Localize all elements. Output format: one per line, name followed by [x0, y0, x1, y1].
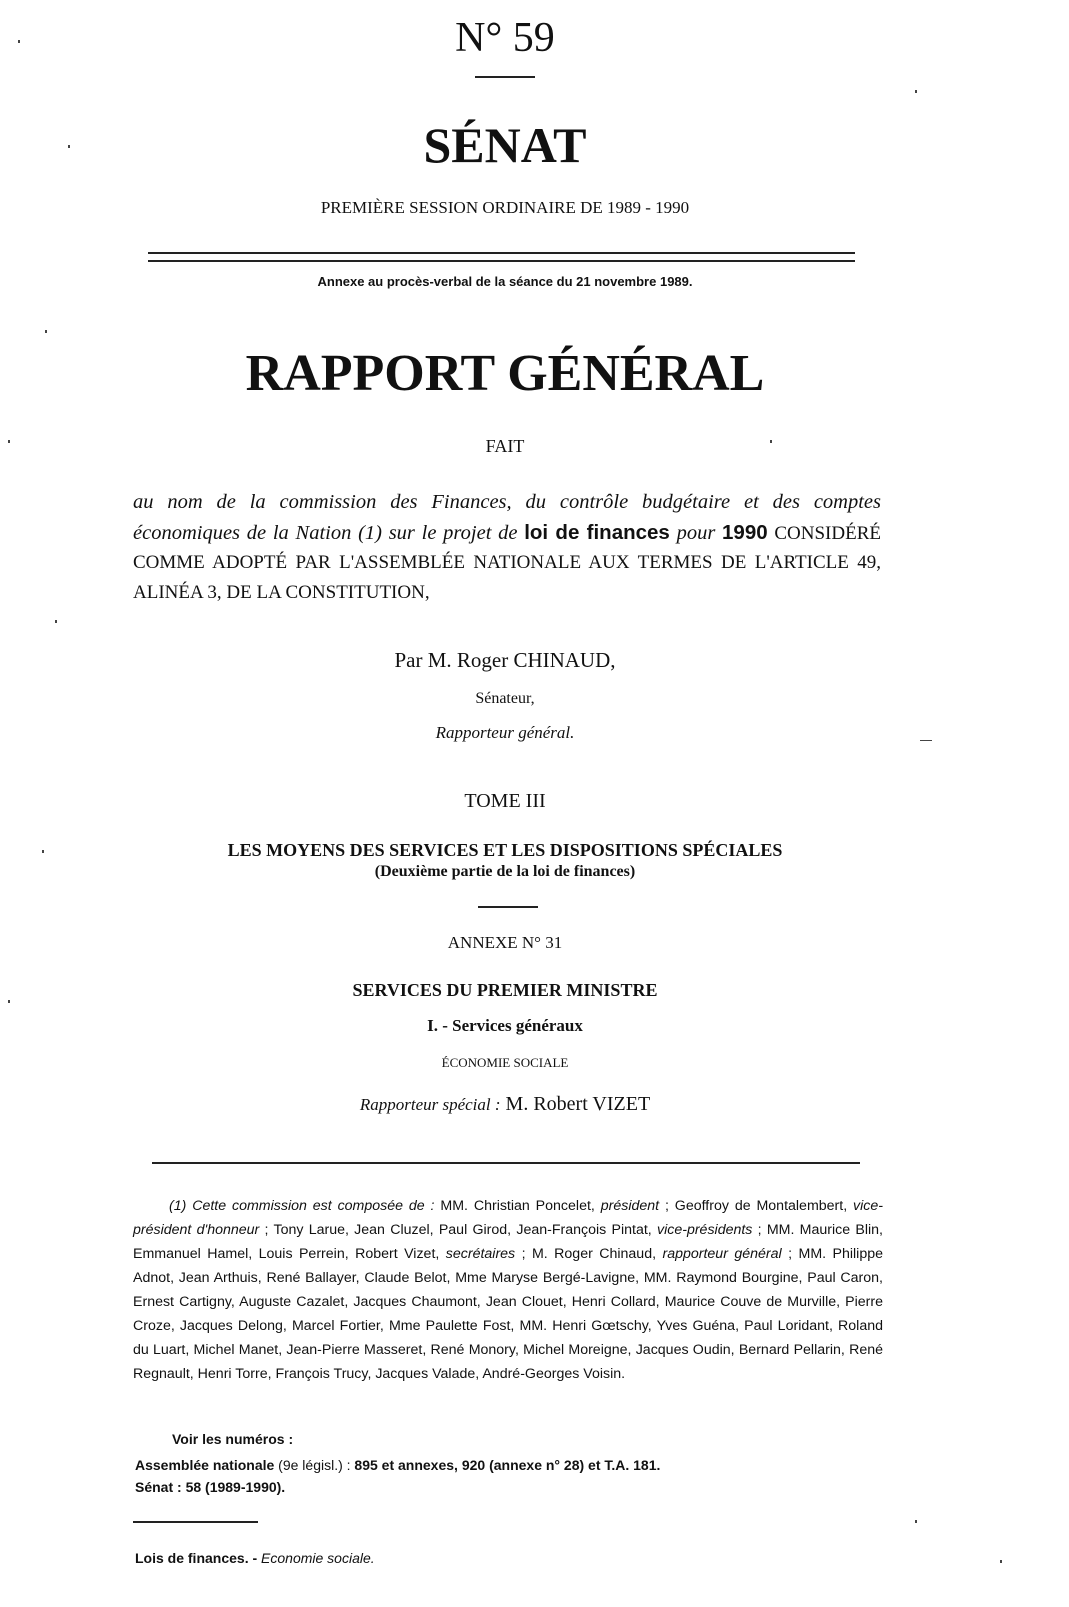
fait-label: FAIT — [485, 436, 525, 456]
footer-bold: Lois de finances. - — [135, 1550, 258, 1566]
annexe-service: SERVICES DU PREMIER MINISTRE — [352, 980, 658, 1000]
footnote-italic: vice-président d'honneur — [133, 1198, 883, 1238]
references-senat — [135, 1479, 285, 1495]
annexe-label: ANNEXE N° 31 — [447, 933, 563, 952]
commission-footnote — [133, 1194, 883, 1386]
footer-italic: Economie sociale. — [261, 1550, 375, 1566]
footnote-separator — [152, 1162, 860, 1164]
author-name: Par M. Roger CHINAUD, — [394, 648, 616, 672]
tome-label: TOME III — [464, 790, 546, 812]
footnote-text: ; Tony Larue, Jean Cluzel, Paul Girod, Jean-François Pintat, — [259, 1222, 657, 1238]
tome-subject: LES MOYENS DES SERVICES ET LES DISPOSITIONS SPÉCIALES — [227, 840, 783, 860]
footnote-text: MM. Christian Poncelet, — [440, 1198, 601, 1214]
author-function: Rapporteur général. — [435, 723, 575, 742]
references-assemblee — [135, 1457, 660, 1473]
document-number: N° 59 — [455, 15, 555, 61]
divider — [475, 76, 535, 78]
session-line: PREMIÈRE SESSION ORDINAIRE DE 1989 - 1990 — [320, 198, 690, 217]
tome-subtitle: (Deuxième partie de la loi de finances) — [374, 863, 636, 880]
report-title: RAPPORT GÉNÉRAL — [245, 345, 765, 402]
intro-italic-2: pour — [676, 521, 716, 544]
double-rule-bottom — [148, 260, 855, 262]
intro-year: 1990 — [722, 520, 768, 544]
annexe-topic: ÉCONOMIE SOCIALE — [441, 1055, 569, 1070]
annexe-section: I. - Services généraux — [427, 1016, 583, 1035]
special-rapporteur — [0, 1093, 1010, 1116]
rapporteur-label: Rapporteur spécial : — [359, 1095, 501, 1114]
footnote-text: ; Geoffroy de Montalembert, — [659, 1198, 854, 1214]
footnote-italic: secrétaires — [445, 1246, 516, 1262]
intro-bold: loi de finances — [524, 520, 670, 544]
author-role: Sénateur, — [475, 690, 535, 707]
rapporteur-name: M. Robert VIZET — [505, 1093, 651, 1115]
intro-caps: CONSIDÉRÉ COMME ADOPTÉ PAR L'ASSEMBLÉE NATIONALE AUX TERMES DE L'ARTICLE 49, ALINÉA 3, DE LA CONSTITUTION, — [133, 522, 881, 603]
footnote-text: ; M. Roger Chinaud, — [515, 1246, 663, 1262]
footnote-italic: (1) Cette commission est composée de : — [169, 1198, 441, 1214]
footnote-italic: rapporteur général — [662, 1246, 782, 1262]
footnote-italic: président — [600, 1198, 660, 1214]
divider — [133, 1521, 258, 1523]
an-text: 895 et annexes, 920 (annexe n° 28) et T.A. 181. — [354, 1457, 661, 1473]
chamber-title: SÉNAT — [423, 117, 587, 173]
references-heading: Voir les numéros : — [172, 1431, 294, 1447]
double-rule-top — [148, 252, 855, 254]
report-intro — [133, 488, 881, 607]
an-legis: (9e législ.) : — [278, 1457, 351, 1473]
footnote-text: ; MM. Philippe Adnot, Jean Arthuis, René Ballayer, Claude Belot, Mme Maryse Bergé-Lavigne, MM. Raymond Bourgine, Paul Caron, Ernest Cartigny, Auguste Cazalet, Jacques Chaumont, Jean Clouet, Henri Collard, Maurice Couve de Murville, Pierre Croze, Jacques Delong, Marcel Fortier, Mme Paulette Fost, MM. Henri Gœtschy, Yves Guéna, Paul Loridant, Roland du Luart, Michel Manet, Jean-Pierre Masseret, René Monory, Michel Moreigne, Jacques Oudin, Bernard Pellarin, René Regnault, Henri Torre, François Trucy, Jacques Valade, André-Georges Voisin. — [133, 1246, 884, 1382]
intro-italic: au nom de la commission des Finances, du contrôle budgétaire et des comptes économiques de la Nation (1) sur le projet de — [133, 491, 881, 544]
footnote-text: ; MM. Maurice Blin, Emmanuel Hamel, Louis Perrein, Robert Vizet, — [133, 1222, 883, 1262]
senat-label: Sénat — [135, 1479, 174, 1495]
divider — [478, 906, 538, 908]
senat-text: : 58 (1989-1990). — [177, 1479, 286, 1495]
an-label: Assemblée nationale — [135, 1457, 275, 1473]
footnote-italic: vice-présidents — [656, 1222, 753, 1238]
footer-subject — [135, 1550, 375, 1566]
annex-note: Annexe au procès-verbal de la séance du 21 novembre 1989. — [317, 274, 693, 289]
